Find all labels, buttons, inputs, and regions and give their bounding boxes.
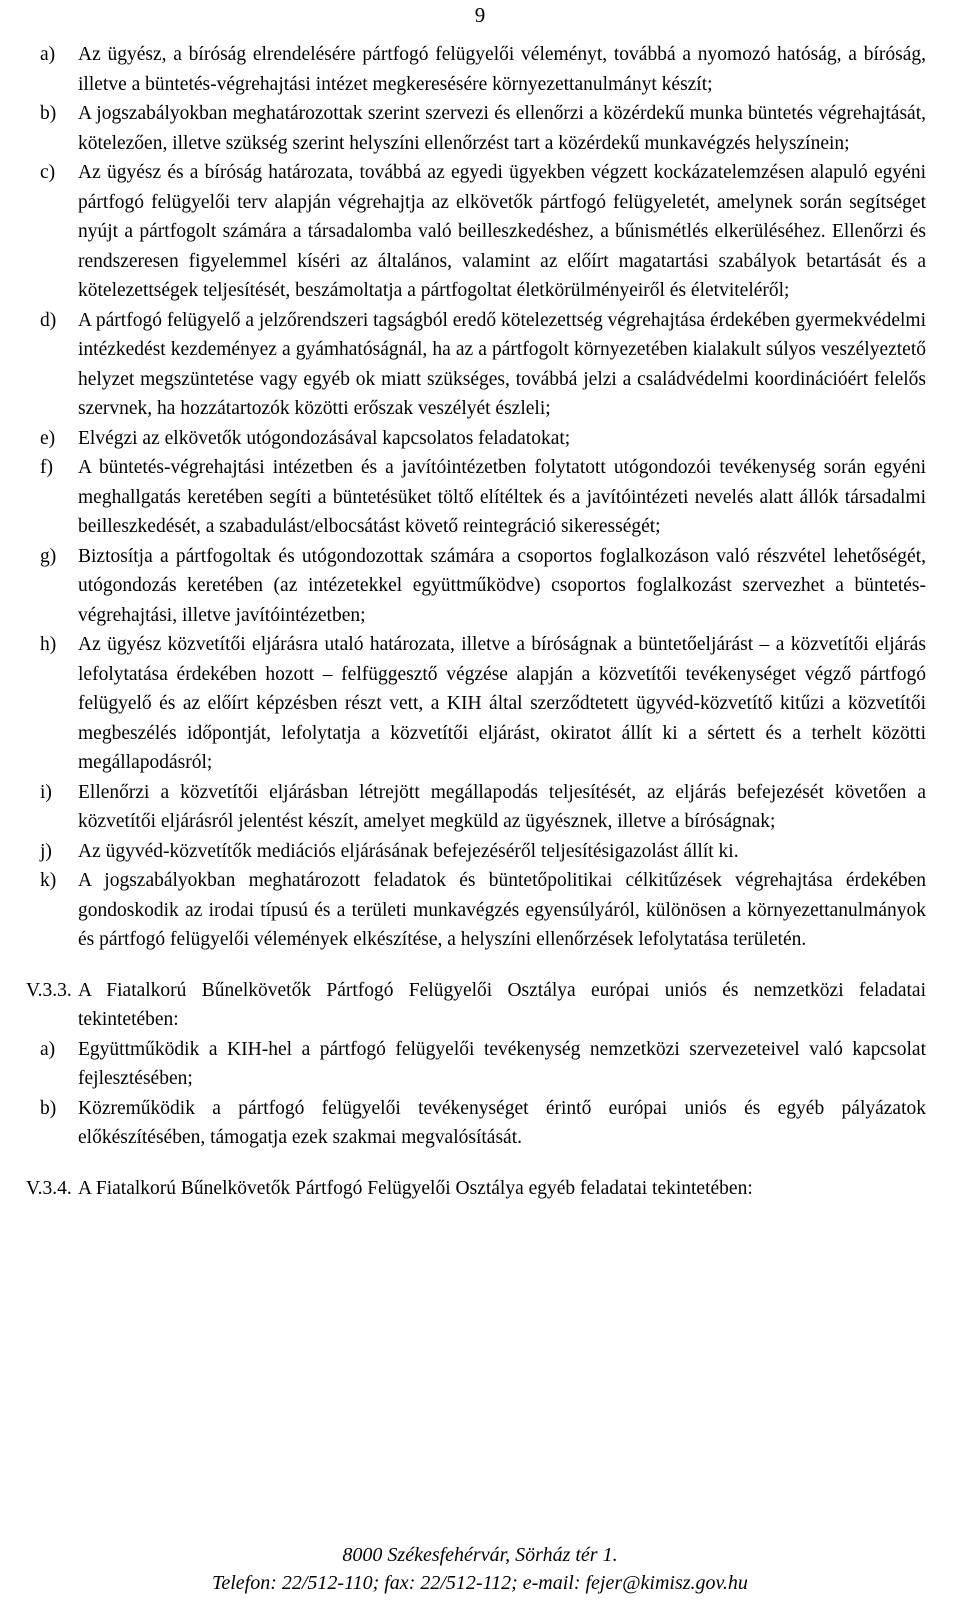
list-marker: i) (40, 781, 52, 803)
list-item (40, 542, 926, 631)
list-item-text: Elvégzi az elkövetők utógondozásával kapcsolatos feladatokat; (78, 427, 571, 449)
section-heading: A Fiatalkorú Bűnelkövetők Pártfogó Felügyelői Osztálya európai uniós és nemzetközi feladatai tekintetében: (78, 979, 926, 1030)
list-item-text: A pártfogó felügyelő a jelzőrendszeri tagságból eredő kötelezettség végrehajtása érdekében gyermekvédelmi intézkedést kezdeményez a gyámhatóságnál, ha az a pártfogolt környezetében kialakult súlyos veszélyeztető helyzet megszüntetése vagy egyéb ok miatt szükséges, továbbá jelzi a családvédelmi koordinációért felelős szervnek, ha hozzátartozók közötti erőszak veszélyét észleli; (78, 309, 926, 419)
list-marker: k) (40, 870, 57, 891)
section-v-3-3 (26, 976, 926, 1035)
list-marker: g) (40, 545, 57, 567)
list-marker: a) (40, 1038, 56, 1060)
list-marker: c) (40, 162, 56, 183)
list-marker: h) (40, 634, 57, 655)
list-marker: a) (40, 44, 56, 65)
section-heading: A Fiatalkorú Bűnelkövetők Pártfogó Felügyelői Osztálya egyéb feladatai tekintetében: (78, 1177, 753, 1199)
page-number: 9 (474, 3, 486, 27)
section-number: V.3.3. (26, 979, 72, 1001)
list-marker: f) (40, 457, 53, 478)
list-item (40, 866, 926, 955)
footer-contact: Telefon: 22/512-110; fax: 22/512-112; e-mail: fejer@kimisz.gov.hu (212, 1572, 748, 1594)
list-item (40, 630, 926, 778)
list-item (40, 99, 926, 158)
section-number: V.3.4. (26, 1177, 72, 1199)
footer-address: 8000 Székesfehérvár, Sörház tér 1. (342, 1544, 618, 1566)
list-item-text: A jogszabályokban meghatározottak szerint szervezi és ellenőrzi a közérdekű munka büntetés végrehajtását, kötelezően, illetve szükség szerint helyszíni ellenőrzést tart a közérdekű munkavégzés helyszínein; (78, 103, 926, 154)
list-item (40, 1094, 926, 1153)
list-item-text: Az ügyész és a bíróság határozata, továbbá az egyedi ügyekben végzett kockázatelemzésen alapuló egyéni pártfogó felügyelői terv alapján végrehajtja az elkövetők pártfogó felügyeletét, amelynek során segítséget nyújt a pártfogolt számára a társadalomba való beilleszkedéshez, a bűnismétlés elkerüléséhez. Ellenőrzi és rendszeresen figyelemmel kíséri az általános, valamint az előírt magatartási szabályok betartását és a kötelezettségek teljesítését, beszámoltatja a pártfogoltat életkörülményeiről és életviteléről; (78, 162, 926, 301)
list-item-text: A jogszabályokban meghatározott feladatok és büntetőpolitikai célkitűzések végrehajtása érdekében gondoskodik az irodai típusú és a területi munkavégzés egyensúlyáról, különösen a környezettanulmányok és pártfogó felügyelői vélemények elkészítése, a helyszíni ellenőrzések lefolytatása területén. (78, 870, 926, 950)
list-item (40, 158, 926, 306)
list-item-text: Biztosítja a pártfogoltak és utógondozottak számára a csoportos foglalkozáson való részvétel lehetőségét, utógondozás keretében (az intézetekkel együttműködve) csoportos foglalkozást szervezhet a büntetés-végrehajtási, illetve javítóintézetben; (78, 545, 926, 626)
task-list (40, 40, 926, 955)
list-item-text: Az ügyész, a bíróság elrendelésére pártfogó felügyelői véleményt, továbbá a nyomozó hatóság, a bíróság, illetve a büntetés-végrehajtási intézet megkeresésére környezettanulmányt készít; (78, 44, 926, 95)
list-item (40, 837, 926, 867)
list-item-text: Az ügyvéd-közvetítők mediációs eljárásának befejezéséről teljesítésigazolást állít ki. (78, 840, 739, 862)
section-v-3-4 (26, 1174, 926, 1204)
list-item (40, 453, 926, 542)
list-item (40, 424, 926, 454)
list-item-text: A büntetés-végrehajtási intézetben és a javítóintézetben folytatott utógondozói tevékenység során egyéni meghallgatás keretében segíti a büntetésüket töltő elítéltek és a javítóintézeti nevelés alatt állók társadalmi beilleszkedését, a szabadulást/elbocsátást követő reintegráció sikerességét; (78, 457, 926, 537)
list-item (40, 306, 926, 424)
list-item-text: Az ügyész közvetítői eljárásra utaló határozata, illetve a bíróságnak a büntetőeljárást – a közvetítői eljárás lefolytatása érdekében hozott – felfüggesztő végzése alapján a közvetítői tevékenységet végző pártfogó felügyelő és az előírt képzésben részt vett, a KIH által szerződtetett ügyvéd-közvetítő kitűzi a közvetítői megbeszélés időpontját, lefolytatja a közvetítői eljárást, okiratot állít ki a sértett és a terhelt közötti megállapodásról; (78, 634, 926, 773)
document-body (26, 40, 926, 1203)
list-marker: b) (40, 1097, 57, 1119)
list-item (40, 40, 926, 99)
list-item-text: Közreműködik a pártfogó felügyelői tevékenységet érintő európai uniós és egyéb pályázatok előkészítésében, támogatja ezek szakmai megvalósítását. (78, 1097, 926, 1148)
list-marker: d) (40, 309, 57, 331)
list-marker: j) (40, 840, 52, 862)
list-item-text: Ellenőrzi a közvetítői eljárásban létrejött megállapodás teljesítését, az eljárás befejezését követően a közvetítői eljárásról jelentést készít, amelyet megküld az ügyésznek, illetve a bíróságnak; (78, 781, 926, 832)
list-marker: b) (40, 103, 57, 124)
list-item-text: Együttműködik a KIH-hel a pártfogó felügyelői tevékenység nemzetközi szervezeteivel való kapcsolat fejlesztésében; (78, 1038, 926, 1089)
section-v-3-3-list (40, 1035, 926, 1153)
list-item (40, 778, 926, 837)
list-item (40, 1035, 926, 1094)
list-marker: e) (40, 427, 56, 449)
